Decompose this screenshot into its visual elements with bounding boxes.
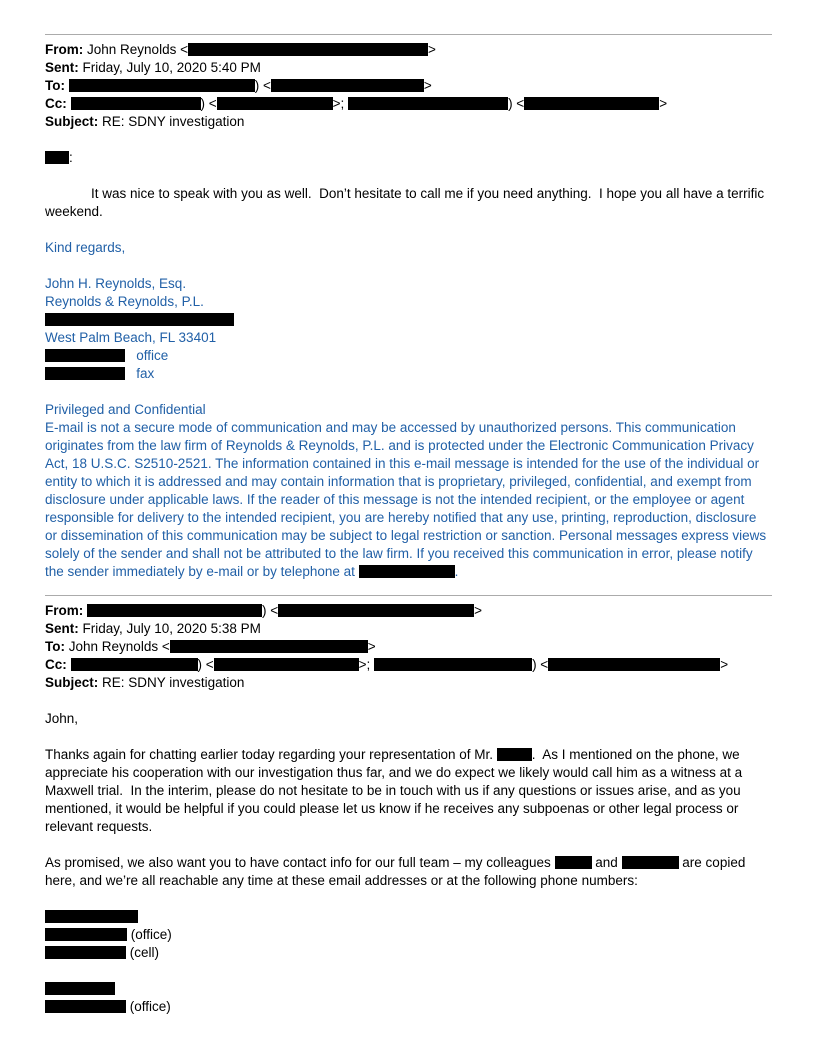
divider-line-top [45,34,772,35]
cc-label: Cc: [45,657,67,672]
redaction-bar [170,640,368,653]
email1-subject-line [45,113,772,131]
redaction-bar [71,97,201,110]
redaction-bar [45,946,126,959]
email2-to-line [45,638,772,656]
to-label: To: [45,639,65,654]
redaction-bar [45,349,125,362]
email1-sent-value: Friday, July 10, 2020 5:40 PM [82,60,261,75]
blank-line [45,221,772,239]
redaction-bar [87,604,262,617]
redaction-bar [45,910,138,923]
email2-headers [45,602,772,692]
contact-block-2 [45,980,772,1016]
email2-sent-line [45,620,772,638]
signature-address-redacted [45,311,772,329]
blank-line [45,836,772,854]
blank-line [45,257,772,275]
subject-label: Subject: [45,114,99,129]
email1-to-line [45,77,772,95]
signature-firm: Reynolds & Reynolds, P.L. [45,294,204,309]
redaction-bar [524,97,659,110]
redaction-bar [45,367,125,380]
blank-line [45,692,772,710]
subject-label: Subject: [45,675,99,690]
disclaimer-paragraph: E-mail is not a secure mode of communication and may be accessed by unauthorized persons. This communication originates from the law firm of Reynolds & Reynolds, P.L. and is protected under the Electronic Communication Privacy Act, 18 U.S.C. S2510-2521. The information contained in this e-mail message is intended for the use of the individual or entity to which it is addressed and may contain information that is proprietary, privileged, confidential, and exempt from disclosure under applicable laws. If the reader of this message is not the intended recipient, or the employee or agent responsible for delivery to the intended recipient, you are hereby notified that any use, printing, reproduction, disclosure or dissemination of this communication may be subject to legal restriction or sanction. Personal messages express views solely of the sender and shall not be attributed to the law firm. If you received this communication in error, please notify the sender immediately by e-mail or by telephone at . [45,420,770,579]
redaction-bar [45,928,127,941]
blank-line [45,728,772,746]
email2-body-paragraph-2: As promised, we also want you to have contact info for our full team – my colleagues and are copied here, and we’re all reachable any time at these email addresses or at the following phone numbers: [45,855,750,888]
email2-body-paragraph-1: Thanks again for chatting earlier today regarding your representation of Mr. . As I mentioned on the phone, we appreciate his cooperation with our investigation thus far, and we do expect we likely would call him as a witness at a Maxwell trial. In the interim, please do not hesitate to be in touch with us if any questions or issues arise, and as you mentioned, it would be helpful if you could please let us know if he receives any subpoenas or other legal process or relevant requests. [45,747,746,834]
redaction-bar [45,982,115,995]
email1-from-value: John Reynolds < > [87,42,436,57]
redaction-bar [374,658,532,671]
redaction-bar [45,151,69,164]
contact1-cell-phone: (cell) [45,944,772,962]
blank-line [45,131,772,149]
redaction-bar [622,856,679,869]
email1-closing: Kind regards, [45,240,126,255]
redaction-bar [69,79,255,92]
sent-label: Sent: [45,621,79,636]
cc-label: Cc: [45,96,67,111]
email1-body-paragraph: It was nice to speak with you as well. Don’t hesitate to call me if you need anything. I hope you all have a terrific weekend. [45,186,768,219]
redaction-bar [45,313,234,326]
email1-sent-line [45,59,772,77]
to-label: To: [45,78,65,93]
signature-office-phone: office [45,347,772,365]
email2-greeting: John, [45,711,79,726]
from-label: From: [45,42,84,57]
redaction-bar [555,856,592,869]
redaction-bar [188,43,428,56]
email1-cc-value: ) < >; ) < > [71,96,668,111]
contact2-office-phone: (office) [45,998,772,1016]
blank-line [45,890,772,908]
email2-subject-line [45,674,772,692]
email1-cc-line [45,95,772,113]
contact2-name-redacted [45,980,772,998]
email2-cc-line [45,656,772,674]
redaction-bar [217,97,333,110]
redaction-bar [497,748,532,761]
email1-subject-value: RE: SDNY investigation [102,114,245,129]
contact1-office-phone: (office) [45,926,772,944]
signature-city: West Palm Beach, FL 33401 [45,330,217,345]
email1-signature [45,275,772,383]
from-label: From: [45,603,84,618]
redaction-bar [71,658,198,671]
email2-from-line [45,602,772,620]
email1-headers [45,41,772,131]
email2-from-value: ) < > [87,603,482,618]
signature-fax-phone: fax [45,365,772,383]
redaction-bar [45,1000,126,1013]
redaction-bar [359,565,455,578]
email1-to-value: ) < > [69,78,432,93]
blank-line [45,167,772,185]
email2-sent-value: Friday, July 10, 2020 5:38 PM [82,621,261,636]
email1-greeting: : [45,149,772,167]
divider-line-middle [45,595,772,596]
email1-from-line [45,41,772,59]
disclaimer-title: Privileged and Confidential [45,402,206,417]
redaction-bar [214,658,359,671]
email2-subject-value: RE: SDNY investigation [102,675,245,690]
redaction-bar [278,604,474,617]
redaction-bar [348,97,508,110]
sent-label: Sent: [45,60,79,75]
contact-block-1 [45,908,772,962]
signature-name: John H. Reynolds, Esq. [45,276,187,291]
blank-line [45,383,772,401]
email2-to-value: John Reynolds < > [68,639,376,654]
blank-line [45,962,772,980]
email2-cc-value: ) < >; ) < > [71,657,729,672]
contact1-name-redacted [45,908,772,926]
redaction-bar [548,658,720,671]
redaction-bar [271,79,424,92]
